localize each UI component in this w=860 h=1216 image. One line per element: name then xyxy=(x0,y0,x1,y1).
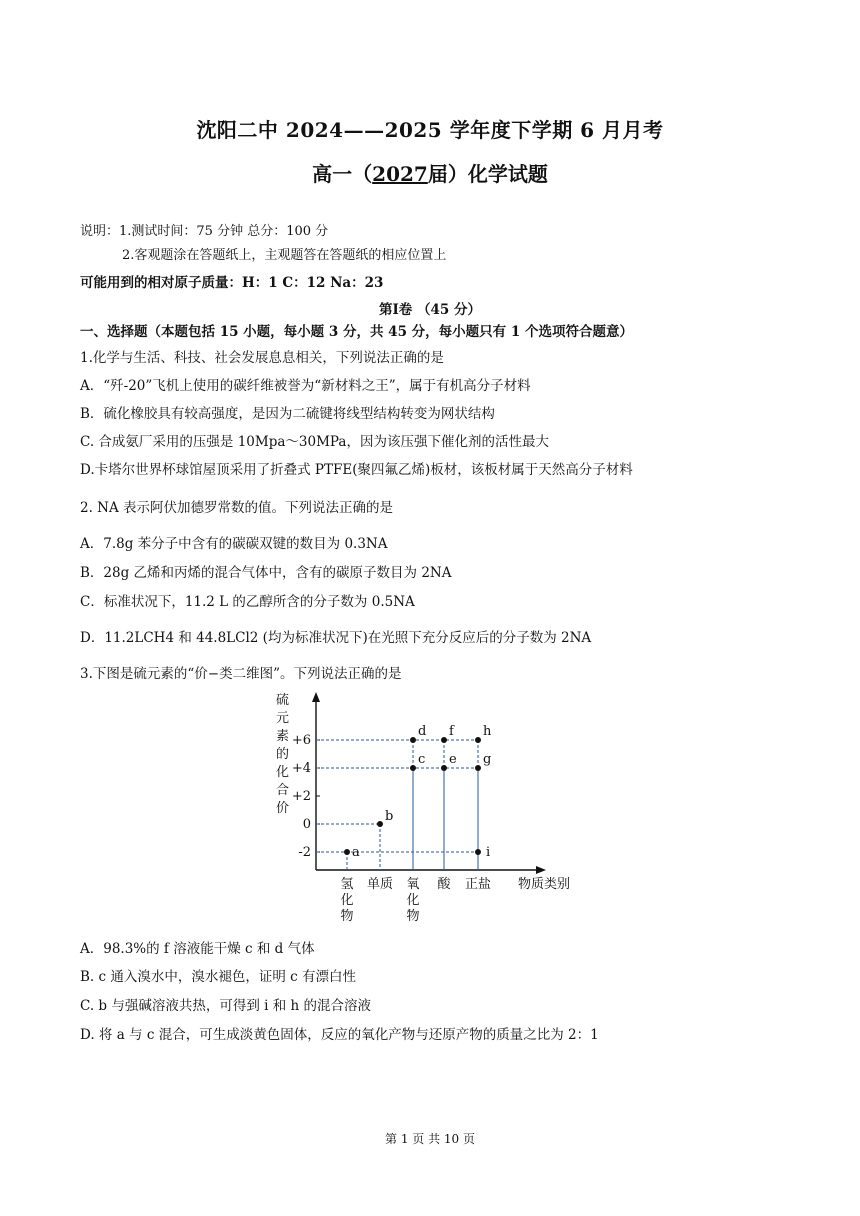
x-axis-label: 物质类别 xyxy=(518,877,571,892)
q2-option-b: B．28g 乙烯和丙烯的混合气体中，含有的碳原子数目为 2NA xyxy=(80,565,452,581)
x-category-label: 物 xyxy=(406,909,420,924)
x-category-label: 正盐 xyxy=(464,877,492,892)
section-heading: 一、选择题（本题包括 15 小题，每小题 3 分，共 45 分，每小题只有 1 个选项符合题意） xyxy=(80,324,633,340)
q1-option-d: D.卡塔尔世界杯球馆屋顶采用了折叠式 PTFE(聚四氟乙烯)板材，该板材属于天然高分子材料 xyxy=(80,462,633,478)
point-label-a: a xyxy=(352,845,360,860)
subtitle-post: 届）化学试题 xyxy=(427,162,548,186)
point-d xyxy=(410,737,416,743)
y-axis-label-char: 化 xyxy=(276,765,290,780)
x-category-label: 单质 xyxy=(366,877,394,892)
point-label-g: g xyxy=(483,752,492,767)
q1-option-a: A．“歼-20”飞机上使用的碳纤维被誉为“新材料之王”，属于有机高分子材料 xyxy=(80,378,531,394)
point-i xyxy=(475,849,481,855)
y-tick-label: 0 xyxy=(302,817,311,832)
x-axis-arrow xyxy=(536,866,546,874)
q3-option-c: C. b 与强碱溶液共热，可得到 i 和 h 的混合溶液 xyxy=(80,998,372,1014)
page-footer: 第 1 页 共 10 页 xyxy=(385,1132,475,1146)
y-tick-label: +4 xyxy=(291,761,311,776)
notes-line-2: 2.客观题涂在答题纸上，主观题答在答题纸的相应位置上 xyxy=(122,248,447,263)
volume-label: 第Ⅰ卷 （45 分） xyxy=(378,302,481,318)
point-h xyxy=(475,737,481,743)
q3-option-d: D. 将 a 与 c 混合，可生成淡黄色固体，反应的氧化产物与还原产物的质量之比为 2：1 xyxy=(80,1027,599,1043)
x-category-label: 化 xyxy=(406,893,420,908)
point-e xyxy=(441,765,447,771)
point-g xyxy=(475,765,481,771)
point-label-c: c xyxy=(418,752,426,767)
y-axis-label-char: 合 xyxy=(276,783,290,798)
point-label-d: d xyxy=(418,724,427,739)
valence-class-chart xyxy=(270,690,590,930)
point-f xyxy=(441,737,447,743)
y-tick-label: +6 xyxy=(291,733,311,748)
y-tick-label: -2 xyxy=(298,845,311,860)
x-category-label: 氢 xyxy=(340,877,354,892)
point-label-i: i xyxy=(486,845,491,860)
q2-option-c: C．标准状况下，11.2 L 的乙醇所含的分子数为 0.5NA xyxy=(80,594,415,610)
y-axis-label-char: 元 xyxy=(276,711,290,726)
x-category-label: 氧 xyxy=(406,877,420,892)
point-label-e: e xyxy=(449,752,457,767)
subtitle-year: 2027 xyxy=(372,162,428,186)
x-category-label: 化 xyxy=(340,893,354,908)
q1-option-b: B．硫化橡胶具有较高强度，是因为二硫键将线型结构转变为网状结构 xyxy=(80,406,495,422)
q3-option-b: B. c 通入溴水中，溴水褪色，证明 c 有漂白性 xyxy=(80,969,356,985)
y-axis-label-char: 素 xyxy=(276,729,290,744)
q2-option-a: A．7.8g 苯分子中含有的碳碳双键的数目为 0.3NA xyxy=(80,536,388,552)
q3-stem: 3.下图是硫元素的“价−类二维图”。下列说法正确的是 xyxy=(80,666,402,682)
q3-option-a: A．98.3%的 f 溶液能干燥 c 和 d 气体 xyxy=(80,941,315,957)
y-axis-label-char: 价 xyxy=(276,801,290,816)
exam-title: 沈阳二中 2024——2025 学年度下学期 6 月月考 xyxy=(196,118,664,142)
atomic-masses: 可能用到的相对原子质量：H：1 C：12 Na：23 xyxy=(80,275,384,291)
q1-stem: 1.化学与生活、科技、社会发展息息相关，下列说法正确的是 xyxy=(80,350,444,366)
x-category-label: 酸 xyxy=(437,877,451,892)
q2-stem: 2. NA 表示阿伏加德罗常数的值。下列说法正确的是 xyxy=(80,500,394,516)
y-axis-label-char: 的 xyxy=(276,747,290,762)
y-axis-arrow xyxy=(312,692,320,702)
x-category-label: 物 xyxy=(340,909,354,924)
point-label-f: f xyxy=(449,724,454,739)
subtitle-pre: 高一（ xyxy=(312,162,373,186)
y-axis-label-char: 硫 xyxy=(276,693,290,708)
point-a xyxy=(344,849,350,855)
point-c xyxy=(410,765,416,771)
notes-line-1: 说明：1.测试时间：75 分钟 总分：100 分 xyxy=(80,224,329,239)
point-label-b: b xyxy=(385,809,394,824)
y-tick-label: +2 xyxy=(291,789,311,804)
exam-subtitle xyxy=(0,158,860,187)
point-label-h: h xyxy=(483,724,492,739)
q1-option-c: C. 合成氨厂采用的压强是 10Mpa～30MPa，因为该压强下催化剂的活性最大 xyxy=(80,434,549,450)
point-b xyxy=(377,821,383,827)
q2-option-d: D．11.2LCH4 和 44.8LCl2 (均为标准状况下)在光照下充分反应后的分子数为 2NA xyxy=(80,630,592,646)
